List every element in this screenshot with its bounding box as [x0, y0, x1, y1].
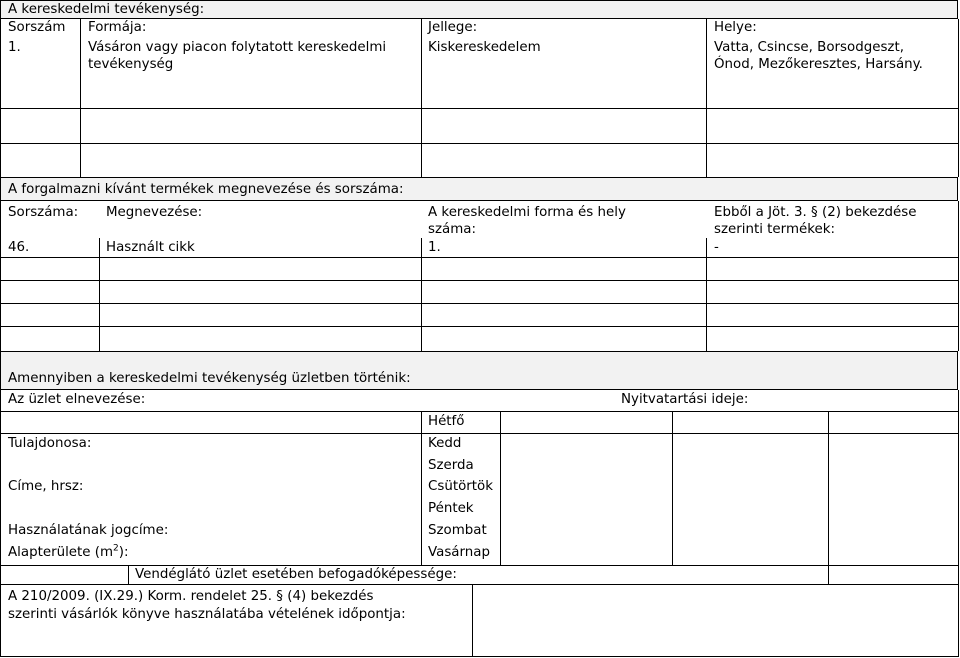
section3-header [0, 351, 958, 390]
activity-type: Kiskereskedelem [428, 40, 541, 55]
activity-location-line2: Ónod, Mezőkeresztes, Harsány. [714, 57, 923, 72]
grid-line [0, 326, 958, 327]
grid-line [706, 238, 707, 351]
activity-number: 1. [8, 40, 21, 55]
grid-line [0, 656, 959, 657]
grid-line [0, 143, 958, 144]
grid-line [0, 201, 1, 351]
grid-line [128, 565, 129, 584]
grid-line [828, 411, 829, 584]
grid-line [706, 19, 707, 177]
grid-line [958, 390, 959, 657]
day-tuesday: Kedd [428, 436, 462, 451]
section1-header [0, 0, 958, 19]
grid-line [672, 411, 673, 565]
usage-title-label: Használatának jogcíme: [8, 523, 169, 538]
product-form-number: 1. [428, 240, 441, 255]
grid-line [0, 584, 958, 585]
col-forma-header-line1: A kereskedelmi forma és hely [428, 205, 626, 220]
grid-line [0, 565, 958, 566]
day-monday: Hétfő [428, 414, 465, 429]
grid-line [0, 19, 1, 177]
grid-line [500, 411, 501, 565]
section1-title: A kereskedelmi tevékenység: [8, 2, 205, 17]
col-formaja-header: Formája: [88, 20, 147, 35]
address-label: Címe, hrsz: [8, 479, 84, 494]
grid-line [421, 19, 422, 177]
shop-name-label: Az üzlet elnevezése: [8, 392, 146, 407]
product-number: 46. [8, 240, 30, 255]
capacity-label: Vendéglátó üzlet esetében befogadóképessége: [135, 567, 457, 582]
product-ebbol-value: - [714, 240, 719, 255]
activity-form-line1: Vásáron vagy piacon folytatott kereskedelmi [88, 40, 387, 55]
col-ebbol-header-line1: Ebből a Jöt. 3. § (2) bekezdése [714, 205, 917, 220]
owner-label: Tulajdonosa: [8, 436, 92, 451]
activity-form-line2: tevékenység [88, 57, 174, 72]
grid-line [0, 280, 958, 281]
day-saturday: Szombat [428, 523, 487, 538]
day-wednesday: Szerda [428, 458, 474, 473]
grid-line [0, 411, 958, 412]
grid-line [958, 201, 959, 351]
grid-line [421, 238, 422, 351]
grid-line [472, 584, 473, 657]
section3-title: Amennyiben a kereskedelmi tevékenység üzletben történik: [8, 371, 411, 386]
grid-line [0, 390, 1, 657]
activity-location-line1: Vatta, Csincse, Borsodgeszt, [714, 40, 904, 55]
grid-line [0, 433, 958, 434]
opening-hours-label: Nyitvatartási ideje: [621, 392, 749, 407]
product-name: Használt cikk [106, 240, 195, 255]
grid-line [958, 19, 959, 177]
grid-line [99, 238, 100, 351]
grid-line [0, 257, 958, 258]
day-thursday: Csütörtök [428, 479, 493, 494]
floor-area-label: Alapterülete $(m^2)$: [8, 543, 129, 560]
col-forma-header-line2: száma: [428, 222, 476, 237]
grid-line [80, 19, 81, 177]
grid-line [421, 411, 422, 565]
customer-book-label-line1: A 210/2009. (IX.29.) Korm. rendelet 25. § (4) bekezdés [8, 589, 374, 604]
section2-title: A forgalmazni kívánt termékek megnevezése és sorszáma: [8, 182, 404, 197]
grid-line [0, 108, 958, 109]
day-friday: Péntek [428, 501, 474, 516]
col-sorszam-header: Sorszám [8, 20, 66, 35]
col-sorszama-header: Sorszáma: [8, 205, 79, 220]
day-sunday: Vasárnap [428, 545, 490, 560]
customer-book-label-line2: szerinti vásárlók könyve használatába vételének időpontja: [8, 607, 406, 622]
col-jellege-header: Jellege: [428, 20, 478, 35]
col-ebbol-header-line2: szerinti termékek: [714, 222, 836, 237]
col-helye-header: Helye: [714, 20, 757, 35]
section2-header [0, 177, 958, 201]
grid-line [0, 303, 958, 304]
col-megnevezese-header: Megnevezése: [106, 205, 203, 220]
